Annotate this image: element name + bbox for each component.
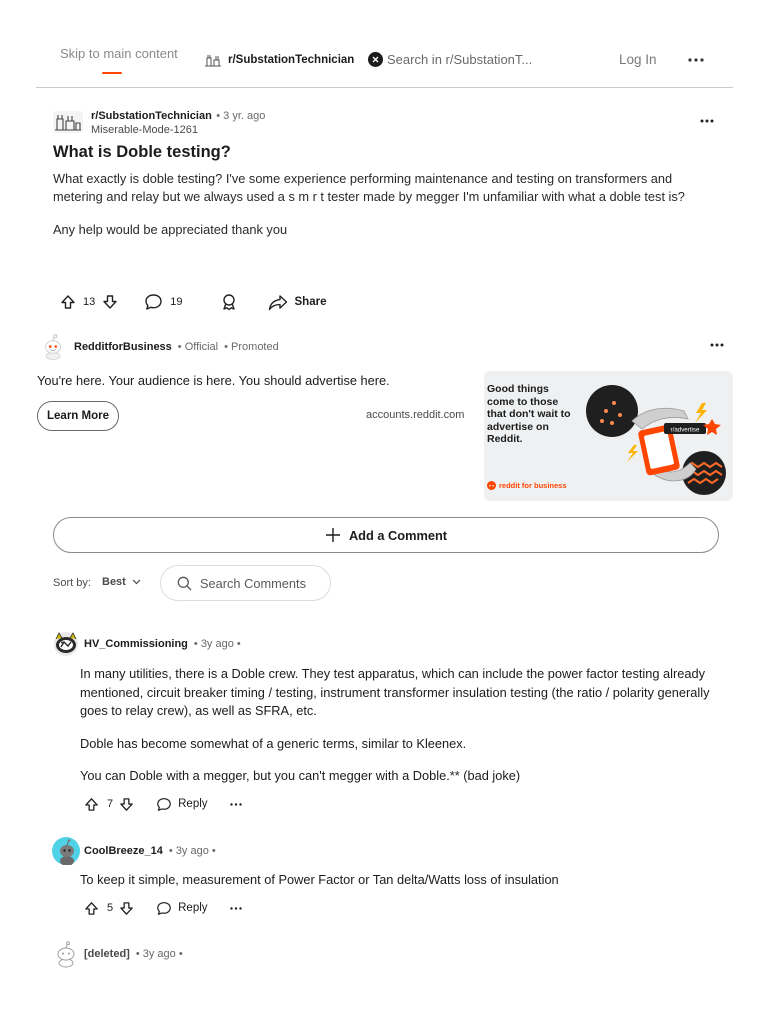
search-input[interactable]: Search in r/SubstationT... [387,52,533,67]
reply-button[interactable] [156,901,207,916]
post-body-paragraph: What exactly is doble testing? I've some experience performing maintenance and testing on transformers and metering and relay but we always used a s m r t tester made by megger I'm unfamiliar with what a doble test is? [53,171,685,204]
plus-icon [325,527,341,543]
comment-paragraph: To keep it simple, measurement of Power Factor or Tan delta/Watts loss of insulation [80,872,559,887]
award-icon [220,293,238,311]
search-comments-input[interactable] [160,565,331,601]
post-timestamp: • 3 yr. ago [216,110,266,122]
add-comment-label: Add a Comment [348,527,448,543]
comment-username[interactable]: CoolBreeze_14 [84,845,163,857]
post-vote-count: 13 [83,296,96,308]
promoted-badge: • Promoted [224,341,279,353]
user-avatar[interactable] [52,630,80,658]
upvote-button[interactable] [60,294,76,310]
comment-header [52,940,183,968]
comment-header [52,630,241,658]
post-more-options-icon[interactable] [700,113,720,129]
ad-copy: You're here. Your audience is here. You should advertise here. [37,373,390,388]
search-icon [177,576,192,591]
sort-label: Sort by: [53,577,91,589]
more-options-icon[interactable] [688,52,708,68]
advertise-illustration [584,381,730,497]
post-body [53,170,718,239]
upvote-icon[interactable] [84,901,99,916]
learn-more-button[interactable]: Learn More [37,401,119,431]
top-bar [36,36,733,88]
comment-username[interactable]: HV_Commissioning [84,638,188,650]
post-author-link[interactable]: Miserable-Mode-1261 [91,124,198,136]
reddit-for-business-logo [487,481,567,490]
subreddit-search-chip[interactable] [204,52,383,67]
post-body-paragraph: Any help would be appreciated thank you [53,222,288,237]
post-action-bar [60,291,326,313]
chevron-down-icon [132,579,141,585]
downvote-icon [102,294,118,310]
add-comment-button[interactable] [53,517,719,553]
share-label: Share [294,296,327,308]
promoted-header [40,334,279,360]
comment-body [80,665,710,786]
comment-timestamp: • 3y ago • [135,948,183,960]
advertiser-name[interactable]: RedditforBusiness [74,341,172,353]
brand-label: reddit for business [499,481,567,490]
post-meta [52,108,265,137]
skip-to-main-link[interactable]: Skip to main content [60,46,178,61]
comment-timestamp: • 3y ago • [193,638,241,650]
comment-paragraph: In many utilities, there is a Doble crew. They test apparatus, which can include the power factor testing already mentioned, circuit breaker timing / testing, instrument transformer insulation testing (the ratio / polarity generally goes to relay crew), as well as SFRA, etc. [80,666,710,718]
downvote-icon[interactable] [119,797,134,812]
reply-bubble-icon [156,901,172,916]
comment-username: [deleted] [84,948,130,960]
comments-button[interactable] [144,293,182,311]
user-avatar[interactable] [52,837,80,865]
subreddit-avatar-icon[interactable] [52,110,84,134]
comment-vote-count: 5 [107,902,114,914]
downvote-button[interactable] [102,294,118,310]
reddit-logo-icon [487,481,496,490]
reply-label: Reply [178,902,208,914]
deleted-user-avatar [52,940,80,968]
advertise-badge-text: r/advertise [670,426,700,434]
ad-more-options-icon[interactable] [710,337,730,353]
comment-body [80,871,710,890]
comment-timestamp: • 3y ago • [168,845,216,857]
clear-chip-icon[interactable] [368,52,383,67]
upvote-icon [60,294,76,310]
downvote-icon[interactable] [119,901,134,916]
snoo-avatar-icon[interactable] [40,334,66,360]
search-comments-placeholder: Search Comments [200,575,306,591]
focus-underline [102,72,122,74]
sort-value-label: Best [102,576,126,588]
share-arrow-icon [268,294,288,311]
post-title: What is Doble testing? [53,143,231,161]
reply-bubble-icon [156,797,172,812]
official-badge: • Official [177,341,219,353]
share-button[interactable] [268,294,327,311]
reply-label: Reply [178,798,208,810]
comment-more-icon[interactable] [230,803,242,806]
sort-dropdown[interactable] [102,576,141,588]
ad-domain-link[interactable]: accounts.reddit.com [366,409,465,421]
comment-action-bar [84,899,242,917]
comment-header [52,837,216,865]
comment-action-bar [84,795,242,813]
substation-icon [204,53,222,67]
award-button[interactable] [220,293,238,311]
log-in-button[interactable]: Log In [619,52,657,67]
post-comment-count: 19 [170,296,183,308]
reply-button[interactable] [156,797,207,812]
ad-creative-headline: Good things come to those that don't wait to advertise on Reddit. [487,383,571,445]
comment-paragraph: You can Doble with a megger, but you can't megger with a Doble.** (bad joke) [80,768,521,783]
comment-vote-count: 7 [107,798,114,810]
comment-bubble-icon [144,293,163,311]
ad-creative-image[interactable] [484,371,733,501]
comment-more-icon[interactable] [230,907,242,910]
comment-paragraph: Doble has become somewhat of a generic terms, similar to Kleenex. [80,735,467,751]
upvote-icon[interactable] [84,797,99,812]
subreddit-chip-label: r/SubstationTechnician [228,53,355,66]
post-subreddit-link[interactable]: r/SubstationTechnician [91,110,212,122]
